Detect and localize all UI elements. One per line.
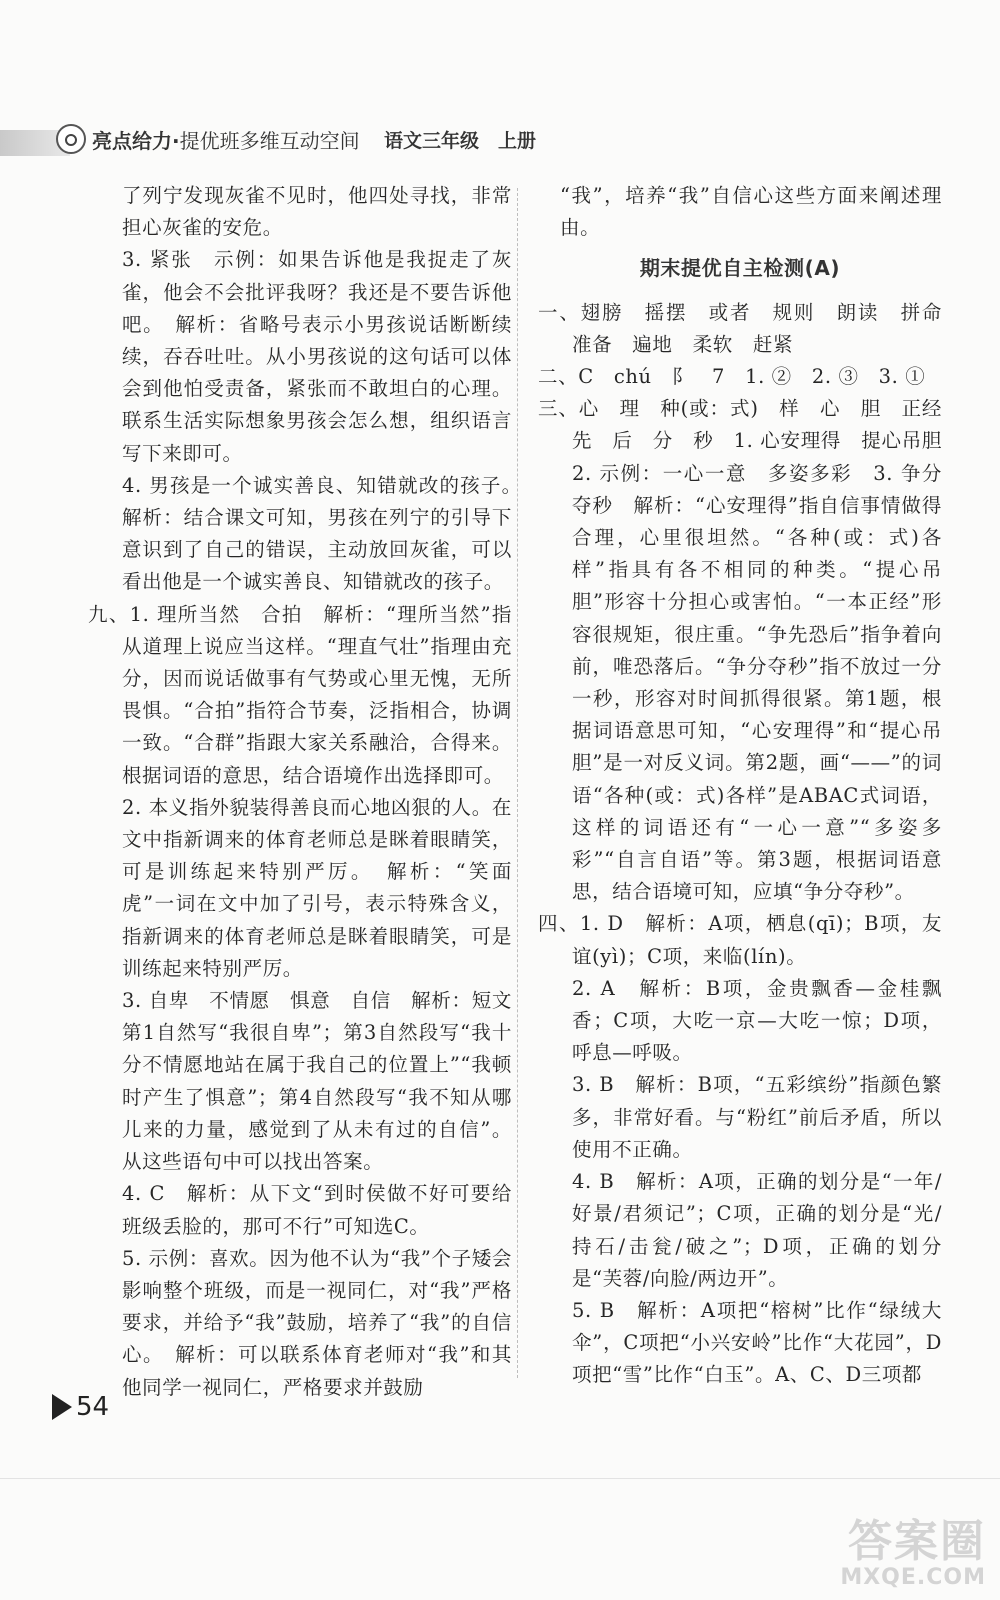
- brand-subtitle: 提优班多维互动空间: [179, 129, 360, 153]
- answer-paragraph: 4. B 解析：A项，正确的划分是“一年/好景/君须记”；C项，正确的划分是“光/持石/击瓮/破之”；D项，正确的划分是“芙蓉/向脸/两边开”。: [572, 1170, 942, 1290]
- answer-paragraph: 2. A 解析：B项，金贵飘香—金桂飘香；C项，大吃一京—大吃一惊；D项，呼息—呼吸。: [572, 976, 942, 1065]
- watermark-url: MXQE.COM: [840, 1565, 986, 1590]
- answer-section-3: 三、心 理 种(或：式) 样 心 胆 正经 先 后 分 秒 1. 心安理得 提心吊胆 2. 示例：一心一意 多姿多彩 3. 争分夺秒 解析：“心安理得”指自信事情做得合理，心里很坦然。“各种(或：式)各样”指具有各不相同的种类。“提心吊胆”形容十分担心或害怕。“一本正经”形容很规矩，很庄重。“争先恐后”指争着向前，唯恐落后。“争分夺秒”指不放过一分一秒，形容对时间抓得很紧。第1题，根据词语意思可知，“心安理得”和“提心吊胆”是一对反义词。第2题，画“——”的词语“各种(或：式)各样”是ABAC式词语，这样的词语还有“一心一意”“多姿多彩”“自言自语”等。第3题，根据词语意思，结合语境可知，应填“争分夺秒”。: [538, 397, 963, 904]
- watermark-title: 答案圈: [848, 1516, 986, 1567]
- answer-paragraph: 3. 紧张 示例：如果告诉他是我捉走了灰雀，他会不会批评我呀？我还是不要告诉他吧。 解析：省略号表示小男孩说话断断续续，吞吞吐吐。从小男孩说的这句话可以体会到他怕受责备，紧张而不敢坦白的心理。联系生活实际想象男孩会怎么想，组织语言写下来即可。: [122, 248, 512, 465]
- page-arrow-icon: [52, 1394, 72, 1420]
- answer-paragraph: 3. 自卑 不情愿 惧意 自信 解析：短文第1自然写“我很自卑”；第3自然段写“我十分不情愿地站在属于我自己的位置上”“我顿时产生了惧意”；第4自然段写“我不知从哪儿来的力量，感觉到了从未有过的自信”。从这些语句中可以找出答案。: [122, 989, 512, 1174]
- answer-paragraph: 5. B 解析：A项把“榕树”比作“绿绒大伞”，C项把“小兴安岭”比作“大花园”，D项把“雪”比作“白玉”。A、C、D三项都: [572, 1298, 942, 1387]
- brand-separator: ·: [172, 129, 180, 153]
- answer-paragraph: 5. 示例：喜欢。因为他不认为“我”个子矮会影响整个班级，而是一视同仁，对“我”严格要求，并给予“我”鼓励，培养了“我”的自信心。 解析：可以联系体育老师对“我”和其他同学一视同仁，严格要求并鼓励: [122, 1246, 512, 1399]
- answer-paragraph: 了列宁发现灰雀不见时，他四处寻找，非常担心灰雀的安危。: [122, 184, 512, 240]
- brand-title: [92, 125, 360, 154]
- section-title: 期末提优自主检测(A): [639, 256, 841, 281]
- answer-paragraph: 4. C 解析：从下文“到时侯做不好可要给班级丢脸的，那可不行”可知选C。: [122, 1182, 512, 1238]
- bottom-rule: [0, 1478, 1000, 1479]
- answer-paragraph: 3. B 解析：B项，“五彩缤纷”指颜色繁多，非常好看。与“粉红”前后矛盾，所以使用不正确。: [572, 1073, 942, 1161]
- page-number: [52, 1390, 109, 1424]
- brand-logo-icon: [56, 124, 86, 154]
- column-divider: [517, 188, 518, 1378]
- answer-section-9: 九、1. 理所当然 合拍 解析：“理所当然”指从道理上说应当这样。“理直气壮”指理由充分，因而说话做事有气势或心里无愧，无所畏惧。“合拍”指符合节奏，泛指相合，协调一致。“合群”指跟大家关系融洽，合得来。根据词语的意思，结合语境作出选择即可。: [88, 602, 512, 787]
- answer-continuation: “我”，培养“我”自信心这些方面来阐述理由。: [560, 184, 942, 240]
- answer-section-1: 一、翅膀 摇摆 或者 规则 朗读 拼命 准备 遍地 柔软 赶紧: [538, 300, 963, 356]
- page-header: [0, 122, 1000, 166]
- answer-section-2: 二、C chú 阝 7 1. ② 2. ③ 3. ①: [538, 365, 926, 389]
- page-number-text: 54: [76, 1392, 110, 1422]
- left-column: [88, 180, 533, 1404]
- brand-name: 亮点给力: [92, 129, 172, 153]
- answer-section-4: 四、1. D 解析：A项，栖息(qī)；B项，友谊(yì)；C项，来临(lín)。: [538, 912, 942, 968]
- right-column: [538, 180, 963, 1392]
- answer-paragraph: 4. 男孩是一个诚实善良、知错就改的孩子。 解析：结合课文可知，男孩在列宁的引导下意识到了自己的错误，主动放回灰雀，可以看出他是一个诚实善良、知错就改的孩子。: [122, 473, 533, 594]
- watermark-logo: [840, 1505, 986, 1590]
- subject-label: 语文三年级 上册: [384, 130, 537, 152]
- answer-paragraph: 2. 本义指外貌装得善良而心地凶狠的人。在文中指新调来的体育老师总是眯着眼睛笑，可是训练起来特别严厉。 解析：“笑面虎”一词在文中加了引号，表示特殊含义，指新调来的体育老师总是眯着眼睛笑，可是训练起来特别严厉。: [122, 795, 512, 980]
